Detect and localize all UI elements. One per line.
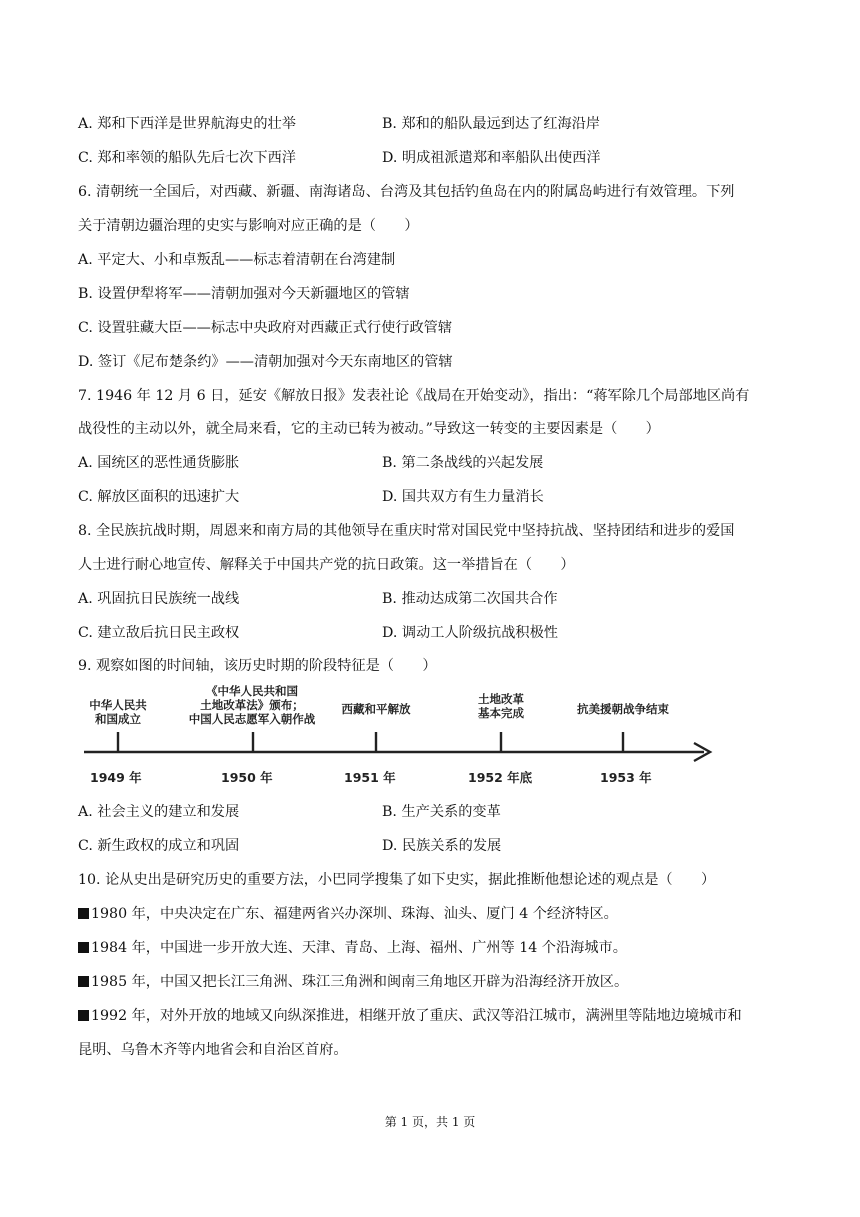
timeline-event-1952: 土地改革 基本完成 xyxy=(478,692,524,720)
q8-option-c: C. 建立敌后抗日民主政权 xyxy=(78,625,240,641)
timeline-year-1950: 1950 年 xyxy=(221,770,273,785)
q8-stem-line1: 8. 全民族抗战时期，周恩来和南方局的其他领导在重庆时常对国民党中坚持抗战、坚持团结和进步的爱国 xyxy=(78,523,735,539)
q9-option-b: B. 生产关系的变革 xyxy=(382,804,501,820)
q9-stem: 9. 观察如图的时间轴，该历史时期的阶段特征是（ ） xyxy=(78,658,437,674)
timeline-event-1949: 中华人民共 和国成立 xyxy=(89,698,147,726)
q6-stem-line1: 6. 清朝统一全国后，对西藏、新疆、南海诸岛、台湾及其包括钓鱼岛在内的附属岛屿进行有效管理。下列 xyxy=(78,184,735,200)
q7-option-a: A. 国统区的恶性通货膨胀 xyxy=(78,455,240,471)
q7-stem-line2: 战役性的主动以外，就全局来看，它的主动已转为被动。”导致这一转变的主要因素是（ ） xyxy=(78,421,660,437)
bullet-square-icon xyxy=(78,942,89,953)
timeline-year-1949: 1949 年 xyxy=(90,770,142,785)
q10-stem: 10. 论从史出是研究历史的重要方法，小巴同学搜集了如下史实，据此推断他想论述的观点是（ ） xyxy=(78,872,716,888)
q5-option-c: C. 郑和率领的船队先后七次下西洋 xyxy=(78,150,296,166)
timeline-event-1953: 抗美援朝战争结束 xyxy=(577,702,669,716)
q9-option-c: C. 新生政权的成立和巩固 xyxy=(78,838,240,854)
q9-option-d: D. 民族关系的发展 xyxy=(382,838,502,854)
timeline-figure xyxy=(76,680,726,792)
q5-option-d: D. 明成祖派遣郑和率船队出使西洋 xyxy=(382,150,601,166)
q7-option-d: D. 国共双方有生力量消长 xyxy=(382,489,544,505)
q10-fact-1992-cont: 昆明、乌鲁木齐等内地省会和自治区首府。 xyxy=(78,1042,348,1058)
q6-option-a: A. 平定大、小和卓叛乱——标志着清朝在台湾建制 xyxy=(78,252,396,268)
q5-option-b: B. 郑和的船队最远到达了红海沿岸 xyxy=(382,116,601,132)
bullet-square-icon xyxy=(78,976,89,987)
q8-stem-line2: 人士进行耐心地宣传、解释关于中国共产党的抗日政策。这一举措旨在（ ） xyxy=(78,557,575,573)
q10-fact-1992: 1992 年，对外开放的地域又向纵深推进，相继开放了重庆、武汉等沿江城市，满洲里等陆地边境城市和 xyxy=(78,1006,742,1026)
q7-stem-line1: 7. 1946 年 12 月 6 日，延安《解放日报》发表社论《战局在开始变动》，指出：“蒋军除几个局部地区尚有 xyxy=(78,388,750,404)
q8-option-b: B. 推动达成第二次国共合作 xyxy=(382,591,558,607)
timeline-event-1950: 《中华人民共和国 土地改革法》颁布； 中国人民志愿军入朝作战 xyxy=(188,684,316,726)
q7-option-c: C. 解放区面积的迅速扩大 xyxy=(78,489,240,505)
q10-fact-1985: 1985 年，中国又把长江三角洲、珠江三角洲和闽南三角地区开辟为沿海经济开放区。 xyxy=(78,972,628,992)
q8-option-d: D. 调动工人阶级抗战积极性 xyxy=(382,625,558,641)
q6-stem-line2: 关于清朝边疆治理的史实与影响对应正确的是（ ） xyxy=(78,218,419,234)
bullet-square-icon xyxy=(78,1010,89,1021)
q6-option-b: B. 设置伊犁将军——清朝加强对今天新疆地区的管辖 xyxy=(78,286,410,302)
bullet-square-icon xyxy=(78,908,89,919)
q8-option-a: A. 巩固抗日民族统一战线 xyxy=(78,591,240,607)
q6-option-c: C. 设置驻藏大臣——标志中央政府对西藏正式行使行政管辖 xyxy=(78,320,453,336)
timeline-year-1953: 1953 年 xyxy=(600,770,652,785)
q10-fact-1984: 1984 年，中国进一步开放大连、天津、青岛、上海、福州、广州等 14 个沿海城市。 xyxy=(78,938,627,958)
timeline-year-1951: 1951 年 xyxy=(344,770,396,785)
q7-option-b: B. 第二条战线的兴起发展 xyxy=(382,455,544,471)
timeline-event-1951: 西藏和平解放 xyxy=(341,702,411,716)
q5-option-a: A. 郑和下西洋是世界航海史的壮举 xyxy=(78,116,296,132)
q10-fact-1980: 1980 年，中央决定在广东、福建两省兴办深圳、珠海、汕头、厦门 4 个经济特区。 xyxy=(78,904,618,924)
q6-option-d: D. 签订《尼布楚条约》——清朝加强对今天东南地区的管辖 xyxy=(78,354,453,370)
q9-option-a: A. 社会主义的建立和发展 xyxy=(78,804,240,820)
timeline-year-1952: 1952 年底 xyxy=(468,770,533,785)
page-footer: 第 1 页，共 1 页 xyxy=(384,1115,476,1129)
